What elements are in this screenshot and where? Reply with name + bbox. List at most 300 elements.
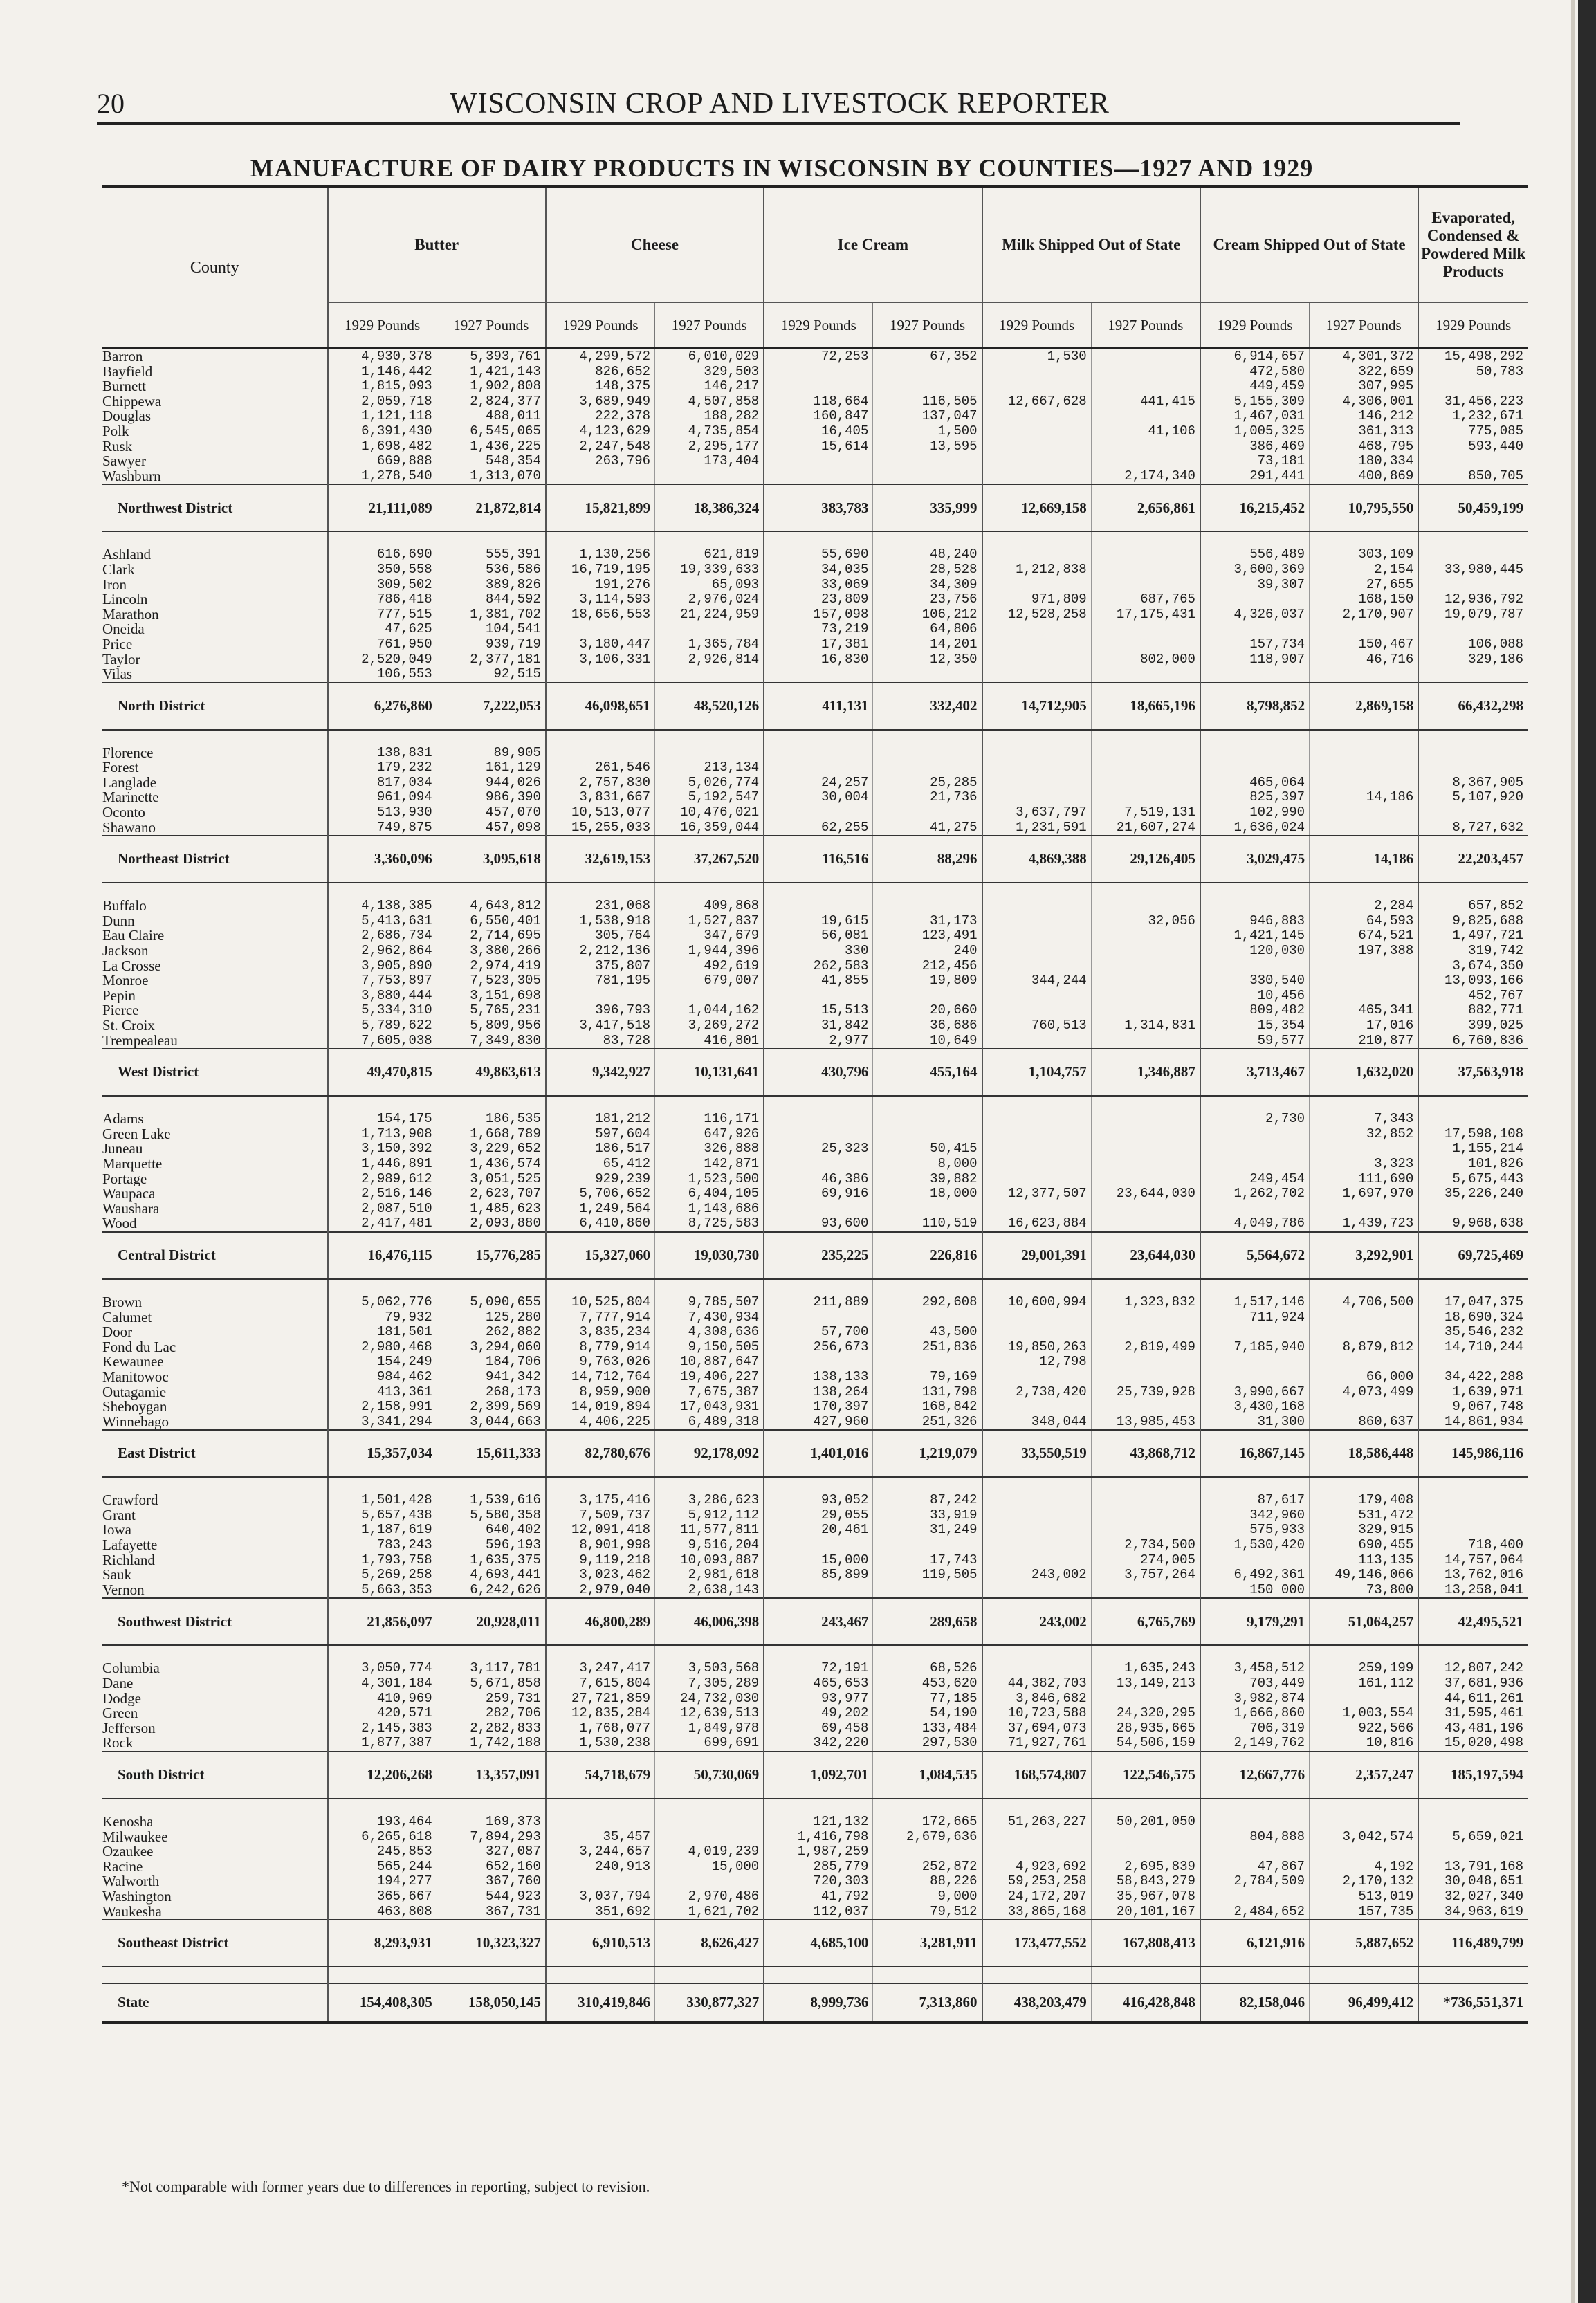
spacer-cell: [1310, 531, 1419, 547]
table-cell: 1,944,396: [655, 944, 764, 959]
table-cell: 1,346,887: [1091, 1049, 1200, 1096]
table-cell: 96,499,412: [1310, 1983, 1419, 2023]
row-label: Wood: [102, 1216, 137, 1232]
county-row: [102, 547, 1528, 562]
table-cell: 173,477,552: [982, 1920, 1092, 1967]
table-cell: 616,690: [328, 547, 437, 562]
table-cell: [1200, 1370, 1310, 1385]
table-cell: 781,195: [546, 973, 655, 989]
table-cell: 4,507,858: [655, 394, 764, 410]
table-cell: 101,826: [1418, 1157, 1528, 1172]
table-cell: 5,912,112: [655, 1508, 764, 1523]
table-cell: [764, 1127, 873, 1142]
table-cell: 2,979,040: [546, 1583, 655, 1599]
county-row: [102, 1889, 1528, 1905]
table-cell: 249,454: [1200, 1172, 1310, 1187]
table-cell: 416,428,848: [1091, 1983, 1200, 2023]
table-cell: [1418, 547, 1528, 562]
table-cell: 37,267,520: [655, 836, 764, 883]
table-cell: 2,714,695: [437, 928, 546, 944]
county-row: [102, 928, 1528, 944]
table-cell: [873, 1127, 982, 1142]
table-cell: 4,406,225: [546, 1415, 655, 1431]
table-cell: 669,888: [328, 454, 437, 469]
table-cell: 72,191: [764, 1661, 873, 1676]
district-total-row: [102, 1598, 1528, 1645]
table-cell: 7,349,830: [437, 1034, 546, 1049]
table-cell: 4,643,812: [437, 899, 546, 914]
table-cell: 2,734,500: [1091, 1538, 1200, 1553]
table-cell: 1,698,482: [328, 439, 437, 455]
table-cell: 1,538,918: [546, 914, 655, 929]
county-row: [102, 1493, 1528, 1508]
table-cell: 33,919: [873, 1508, 982, 1523]
table-cell: [982, 899, 1092, 914]
district-total-row: [102, 1920, 1528, 1967]
row-label: Juneau: [102, 1141, 143, 1157]
table-cell: 3,831,667: [546, 790, 655, 805]
table-cell: 6,410,860: [546, 1216, 655, 1232]
table-cell: 1,539,616: [437, 1493, 546, 1508]
table-cell: 46,800,289: [546, 1598, 655, 1645]
row-label: Jackson: [102, 944, 149, 959]
table-cell: 556,489: [1200, 547, 1310, 562]
table-cell: 49,202: [764, 1706, 873, 1721]
table-cell: 718,400: [1418, 1538, 1528, 1553]
table-cell: 13,985,453: [1091, 1415, 1200, 1431]
district-total-row: [102, 836, 1528, 883]
county-row: [102, 1355, 1528, 1370]
spacer-cell: [1091, 531, 1200, 547]
table-cell: 47,625: [328, 622, 437, 637]
spacer-cell: [1418, 1645, 1528, 1661]
table-cell: 6,121,916: [1200, 1920, 1310, 1967]
table-cell: 243,002: [982, 1568, 1092, 1583]
table-cell: [1091, 944, 1200, 959]
table-cell: 148,375: [546, 379, 655, 394]
spacer-cell: [102, 730, 328, 746]
table-cell: 10,795,550: [1310, 484, 1419, 531]
table-cell: 3,880,444: [328, 989, 437, 1004]
table-cell: [873, 365, 982, 380]
table-cell: 12,377,507: [982, 1186, 1092, 1202]
table-cell: [1091, 547, 1200, 562]
table-cell: 984,462: [328, 1370, 437, 1385]
table-cell: 12,667,628: [982, 394, 1092, 410]
table-cell: 31,300: [1200, 1415, 1310, 1431]
table-cell: 1,639,971: [1418, 1385, 1528, 1400]
table-cell: 322,659: [1310, 365, 1419, 380]
table-cell: 50,730,069: [655, 1752, 764, 1799]
table-cell: 161,129: [437, 760, 546, 776]
table-cell: [1200, 667, 1310, 683]
table-cell: 329,186: [1418, 652, 1528, 668]
spacer-cell: [1418, 1096, 1528, 1112]
table-cell: 29,001,391: [982, 1232, 1092, 1279]
table-cell: 73,181: [1200, 454, 1310, 469]
table-cell: 3,637,797: [982, 805, 1092, 820]
dairy-products-table: [102, 185, 1528, 2024]
table-cell: 3,600,369: [1200, 562, 1310, 578]
table-cell: 6,404,105: [655, 1186, 764, 1202]
spacer-cell: [328, 1799, 437, 1815]
table-cell: 802,000: [1091, 652, 1200, 668]
row-spacer: [102, 1799, 1528, 1815]
spacer-cell: [1200, 1645, 1310, 1661]
county-row: [102, 989, 1528, 1004]
table-cell: 18,690,324: [1418, 1310, 1528, 1325]
table-cell: 137,047: [873, 409, 982, 424]
table-cell: 2,738,420: [982, 1385, 1092, 1400]
table-cell: 2,158,991: [328, 1400, 437, 1415]
table-cell: [1418, 1523, 1528, 1538]
table-cell: [1418, 760, 1528, 776]
table-cell: [1091, 899, 1200, 914]
table-cell: [1091, 1830, 1200, 1845]
table-cell: 251,836: [873, 1340, 982, 1355]
spacer-cell: [655, 1645, 764, 1661]
table-cell: [1200, 592, 1310, 607]
table-cell: 4,306,001: [1310, 394, 1419, 410]
table-cell: [1091, 1157, 1200, 1172]
spacer-cell: [982, 1799, 1092, 1815]
table-cell: 1,401,016: [764, 1430, 873, 1477]
table-cell: 15,821,899: [546, 484, 655, 531]
county-row: [102, 1385, 1528, 1400]
table-cell: 449,459: [1200, 379, 1310, 394]
table-cell: [1310, 1310, 1419, 1325]
table-cell: 170,397: [764, 1400, 873, 1415]
row-label: Adams: [102, 1112, 144, 1127]
table-cell: 3,757,264: [1091, 1568, 1200, 1583]
table-cell: [1091, 1202, 1200, 1217]
table-cell: 14,757,064: [1418, 1553, 1528, 1568]
table-cell: [982, 1508, 1092, 1523]
district-total-row: [102, 1752, 1528, 1799]
table-cell: [1310, 1355, 1419, 1370]
year-header: 1927 Pounds: [1091, 302, 1200, 349]
table-cell: 3,037,794: [546, 1889, 655, 1905]
table-cell: 259,199: [1310, 1661, 1419, 1676]
spacer-cell: [873, 1645, 982, 1661]
table-cell: 2,087,510: [328, 1202, 437, 1217]
table-cell: [982, 637, 1092, 652]
row-label: Kewaunee: [102, 1355, 164, 1370]
table-cell: [655, 667, 764, 683]
spacer-cell: [328, 1279, 437, 1295]
table-cell: [1091, 1310, 1200, 1325]
county-row: [102, 1141, 1528, 1157]
table-cell: [1418, 1355, 1528, 1370]
table-cell: 347,679: [655, 928, 764, 944]
table-cell: 4,869,388: [982, 836, 1092, 883]
table-cell: 17,016: [1310, 1018, 1419, 1034]
table-cell: [982, 1844, 1092, 1860]
row-label: Brown: [102, 1294, 143, 1310]
table-cell: 13,093,166: [1418, 973, 1528, 989]
table-cell: [655, 622, 764, 637]
spacer-cell: [1310, 883, 1419, 899]
table-cell: 850,705: [1418, 469, 1528, 485]
table-cell: [982, 652, 1092, 668]
district-total-row: [102, 683, 1528, 730]
table-cell: 5,706,652: [546, 1186, 655, 1202]
county-row: [102, 1905, 1528, 1920]
table-cell: 5,663,353: [328, 1583, 437, 1599]
table-cell: 3,247,417: [546, 1661, 655, 1676]
table-cell: 386,469: [1200, 439, 1310, 455]
table-cell: 679,007: [655, 973, 764, 989]
table-cell: [1310, 1325, 1419, 1340]
table-cell: 235,225: [764, 1232, 873, 1279]
table-cell: 1,005,325: [1200, 424, 1310, 439]
table-cell: 342,960: [1200, 1508, 1310, 1523]
table-cell: 32,056: [1091, 914, 1200, 929]
table-cell: 179,408: [1310, 1493, 1419, 1508]
row-label: Fond du Lac: [102, 1339, 176, 1355]
spacer-cell: [437, 730, 546, 746]
table-cell: 761,950: [328, 637, 437, 652]
table-cell: [1091, 454, 1200, 469]
table-cell: 783,243: [328, 1538, 437, 1553]
table-cell: 21,224,959: [655, 607, 764, 623]
table-cell: 5,580,358: [437, 1508, 546, 1523]
spacer-cell: [437, 1096, 546, 1112]
table-cell: 1,436,574: [437, 1157, 546, 1172]
table-cell: 5,671,858: [437, 1676, 546, 1691]
table-cell: 102,990: [1200, 805, 1310, 820]
table-cell: [982, 1034, 1092, 1049]
table-cell: 4,301,372: [1310, 349, 1419, 365]
table-cell: 28,528: [873, 562, 982, 578]
table-cell: 7,615,804: [546, 1676, 655, 1691]
table-cell: 12,091,418: [546, 1523, 655, 1538]
table-cell: 2,981,618: [655, 1568, 764, 1583]
spacer-cell: [546, 1645, 655, 1661]
table-cell: 262,583: [764, 959, 873, 974]
table-cell: 2,679,636: [873, 1830, 982, 1845]
table-cell: [655, 1830, 764, 1845]
table-cell: 64,593: [1310, 914, 1419, 929]
table-cell: 31,249: [873, 1523, 982, 1538]
spacer-cell: [1418, 1477, 1528, 1493]
year-header: 1929 Pounds: [328, 302, 437, 349]
table-cell: [1091, 1127, 1200, 1142]
table-cell: 240: [873, 944, 982, 959]
journal-title: WISCONSIN CROP AND LIVESTOCK REPORTER: [450, 88, 1110, 120]
table-cell: 2,686,734: [328, 928, 437, 944]
spacer-cell: [764, 1967, 873, 1983]
year-header: 1929 Pounds: [1200, 302, 1310, 349]
table-cell: 15,614: [764, 439, 873, 455]
table-cell: 35,457: [546, 1830, 655, 1845]
table-cell: [764, 365, 873, 380]
table-cell: 120,030: [1200, 944, 1310, 959]
table-cell: 118,907: [1200, 652, 1310, 668]
table-cell: 348,044: [982, 1415, 1092, 1431]
table-cell: [1200, 1127, 1310, 1142]
table-cell: 4,693,441: [437, 1568, 546, 1583]
table-cell: [1310, 1400, 1419, 1415]
table-cell: 3,292,901: [1310, 1232, 1419, 1279]
table-cell: 154,408,305: [328, 1983, 437, 2023]
spacer-cell: [764, 1799, 873, 1815]
group-header-cheese: Cheese: [546, 188, 764, 302]
table-cell: 3,286,623: [655, 1493, 764, 1508]
district-total-row: [102, 484, 1528, 531]
table-cell: [1091, 578, 1200, 593]
table-cell: 3,051,525: [437, 1172, 546, 1187]
row-label: Door: [102, 1325, 133, 1340]
spacer-cell: [102, 1799, 328, 1815]
table-cell: 59,253,258: [982, 1874, 1092, 1889]
year-header: 1927 Pounds: [437, 302, 546, 349]
table-cell: [764, 1583, 873, 1599]
table-cell: [764, 1202, 873, 1217]
table-cell: [1091, 746, 1200, 761]
table-cell: 1,517,146: [1200, 1295, 1310, 1310]
row-label: West District: [102, 1049, 328, 1096]
table-cell: 2,980,468: [328, 1340, 437, 1355]
table-cell: 13,149,213: [1091, 1676, 1200, 1691]
table-cell: 929,239: [546, 1172, 655, 1187]
table-cell: [1310, 667, 1419, 683]
table-cell: 2,974,419: [437, 959, 546, 974]
table-cell: 274,005: [1091, 1553, 1200, 1568]
table-cell: [764, 667, 873, 683]
row-label: Trempealeau: [102, 1033, 178, 1049]
table-cell: [982, 1830, 1092, 1845]
row-label: Southeast District: [102, 1920, 328, 1967]
table-cell: 2,970,486: [655, 1889, 764, 1905]
table-cell: 106,088: [1418, 637, 1528, 652]
table-cell: 85,899: [764, 1568, 873, 1583]
table-cell: [546, 1874, 655, 1889]
table-cell: 3,244,657: [546, 1844, 655, 1860]
table-cell: [1310, 959, 1419, 974]
table-cell: 3,674,350: [1418, 959, 1528, 974]
table-cell: 122,546,575: [1091, 1752, 1200, 1799]
table-cell: 2,869,158: [1310, 683, 1419, 730]
table-cell: 3,341,294: [328, 1415, 437, 1431]
spacer-cell: [1200, 883, 1310, 899]
table-cell: [1200, 1355, 1310, 1370]
table-cell: 548,354: [437, 454, 546, 469]
table-body: [102, 349, 1528, 2023]
spacer-cell: [546, 1477, 655, 1493]
group-header-butter: Butter: [328, 188, 546, 302]
county-row: [102, 1568, 1528, 1583]
spacer-cell: [873, 883, 982, 899]
table-cell: 58,843,279: [1091, 1874, 1200, 1889]
table-cell: [1091, 1003, 1200, 1018]
table-cell: [982, 928, 1092, 944]
county-row: [102, 1830, 1528, 1845]
table-cell: 48,240: [873, 547, 982, 562]
table-cell: [764, 760, 873, 776]
row-label: Green Lake: [102, 1126, 171, 1142]
row-label: Forest: [102, 760, 139, 776]
table-cell: 2,170,907: [1310, 607, 1419, 623]
table-cell: 3,229,652: [437, 1141, 546, 1157]
table-cell: 14,861,934: [1418, 1415, 1528, 1431]
table-cell: 1,902,808: [437, 379, 546, 394]
table-cell: 8,293,931: [328, 1920, 437, 1967]
spacer-cell: [873, 1799, 982, 1815]
table-cell: 56,081: [764, 928, 873, 944]
table-cell: 307,995: [1310, 379, 1419, 394]
county-row: [102, 1370, 1528, 1385]
row-label: Marinette: [102, 790, 159, 806]
table-cell: 9,150,505: [655, 1340, 764, 1355]
table-cell: 817,034: [328, 776, 437, 791]
table-cell: [655, 1815, 764, 1830]
table-cell: [982, 1523, 1092, 1538]
table-cell: 23,756: [873, 592, 982, 607]
table-cell: 12,206,268: [328, 1752, 437, 1799]
year-header: 1929 Pounds: [546, 302, 655, 349]
table-cell: 488,011: [437, 409, 546, 424]
table-cell: 2,174,340: [1091, 469, 1200, 485]
county-row: [102, 379, 1528, 394]
table-cell: 1,530,420: [1200, 1538, 1310, 1553]
spacer-cell: [655, 531, 764, 547]
table-cell: 119,505: [873, 1568, 982, 1583]
spacer-cell: [982, 1096, 1092, 1112]
table-cell: 69,725,469: [1418, 1232, 1528, 1279]
table-cell: 20,101,167: [1091, 1905, 1200, 1920]
table-cell: [546, 469, 655, 485]
county-row: [102, 1034, 1528, 1049]
table-cell: 285,779: [764, 1860, 873, 1875]
row-label: Oconto: [102, 805, 145, 820]
table-cell: 150 000: [1200, 1583, 1310, 1599]
table-cell: 50,783: [1418, 365, 1528, 380]
table-cell: 329,915: [1310, 1523, 1419, 1538]
row-label: Barron: [102, 348, 143, 365]
table-cell: 7,305,289: [655, 1676, 764, 1691]
row-label: Waupaca: [102, 1186, 156, 1202]
table-cell: 41,275: [873, 820, 982, 836]
table-cell: 2,154: [1310, 562, 1419, 578]
table-cell: 690,455: [1310, 1538, 1419, 1553]
spacer-cell: [328, 1645, 437, 1661]
table-cell: 1,632,020: [1310, 1049, 1419, 1096]
table-cell: 775,085: [1418, 424, 1528, 439]
spacer-cell: [764, 883, 873, 899]
table-cell: 5,107,920: [1418, 790, 1528, 805]
county-row: [102, 469, 1528, 485]
table-cell: 1,439,723: [1310, 1216, 1419, 1232]
table-cell: 7,894,293: [437, 1830, 546, 1845]
table-cell: 44,611,261: [1418, 1691, 1528, 1707]
table-cell: 251,326: [873, 1415, 982, 1431]
table-cell: 4,049,786: [1200, 1216, 1310, 1232]
table-cell: 1,768,077: [546, 1721, 655, 1736]
table-cell: 1,313,070: [437, 469, 546, 485]
table-cell: [982, 914, 1092, 929]
table-cell: 15,357,034: [328, 1430, 437, 1477]
table-cell: 31,173: [873, 914, 982, 929]
table-cell: 5,789,622: [328, 1018, 437, 1034]
table-cell: 427,960: [764, 1415, 873, 1431]
table-cell: 9,000: [873, 1889, 982, 1905]
table-cell: 1,219,079: [873, 1430, 982, 1477]
table-cell: [1418, 379, 1528, 394]
table-cell: [982, 1157, 1092, 1172]
table-cell: 12,528,258: [982, 607, 1092, 623]
table-cell: 1,530: [982, 349, 1092, 365]
